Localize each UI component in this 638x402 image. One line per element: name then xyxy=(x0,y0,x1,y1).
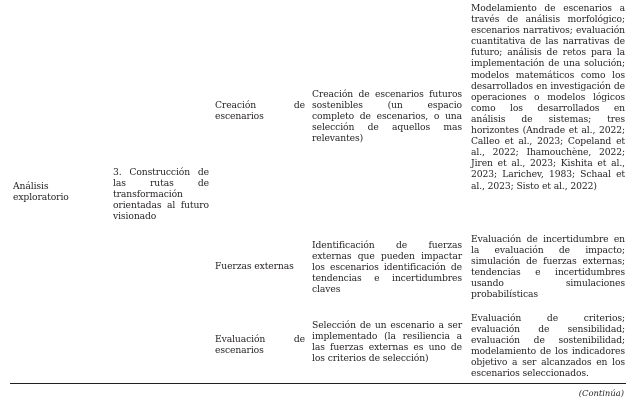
step-label: 3. Construcción de las rutas de transformación orientadas al futuro visionado xyxy=(113,167,209,223)
component-fuerzas-externas: Fuerzas externas xyxy=(215,261,294,272)
description-creacion-escenarios: Creación de escenarios futuros sostenibles (un espacio completo de escenarios, o una selección de aquellos mas relevantes) xyxy=(312,89,462,145)
description-fuerzas-externas: Identificación de fuerzas externas que pueden impactar los escenarios identificación de tendencias e incertidumbres claves xyxy=(312,240,462,296)
methods-fuerzas-externas: Evaluación de incertidumbre en la evaluación de impacto; simulación de fuerzas externas; tendencias e incertidumbres usando simulaciones probabilísticas xyxy=(471,234,625,301)
stage-label: Análisis exploratorio xyxy=(13,181,69,204)
component-creacion-escenarios: Creación de escenarios xyxy=(215,100,305,123)
component-evaluacion-escenarios: Evaluación de escenarios xyxy=(215,334,305,357)
table-bottom-rule xyxy=(10,383,626,384)
methods-creacion-escenarios: Modelamiento de escenarios a través de análisis morfológico; escenarios narrativos; evaluación cuantitativa de las narrativas de futuro; análisis de retos para la implementación de una solución; modelos matemáticos como los desarrollados en investigación de operaciones o modelos lógicos como los desarrollados en análisis de sistemas; tres horizontes (Andrade et al., 2022; Calleo et al., 2023; Copeland et al., 2022; Ihamouchène, 2022; Jiren et al., 2023; Kishita et al., 2023; Larichev, 1983; Schaal et al., 2023; Sisto et al., 2022) xyxy=(471,3,625,192)
description-evaluacion-escenarios: Selección de un escenario a ser implementado (la resiliencia a las fuerzas externas es uno de los criterios de selección) xyxy=(312,320,462,365)
continued-note: (Continúa) xyxy=(578,388,624,398)
methods-evaluacion-escenarios: Evaluación de criterios; evaluación de sensibilidad; evaluación de sostenibilidad; modelamiento de los indicadores objetivo a ser alcanzados en los escenarios seleccionados. xyxy=(471,313,625,380)
